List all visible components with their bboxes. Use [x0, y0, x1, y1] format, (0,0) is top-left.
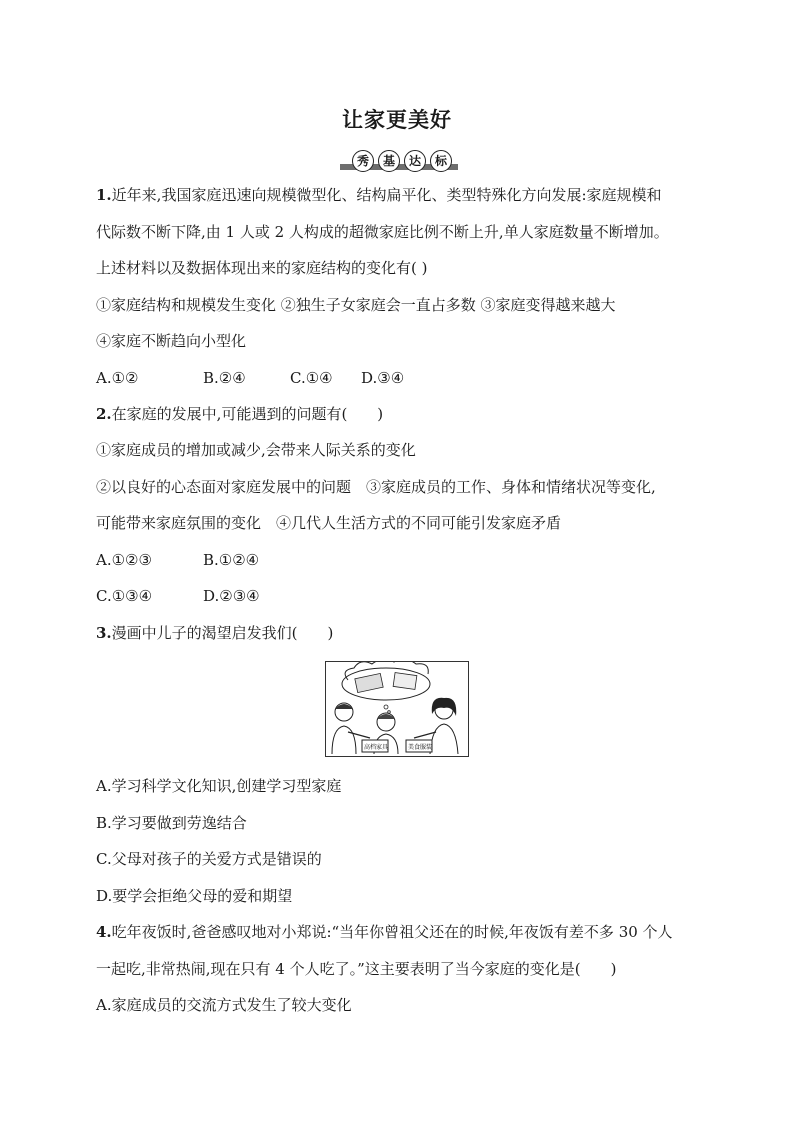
question-1-option-b[interactable]: B.②④: [203, 369, 246, 387]
question-number: 3.: [96, 624, 112, 642]
badge-char: 秀: [352, 150, 374, 172]
question-1-stem-line: [96, 186, 662, 204]
question-1-stem-line: 上述材料以及数据体现出来的家庭结构的变化有( ): [96, 259, 428, 277]
question-3-option-a[interactable]: A.学习科学文化知识,创建学习型家庭: [96, 777, 342, 795]
question-2-option-a[interactable]: A.①②③: [96, 551, 152, 569]
box-label: 美食: [408, 744, 421, 751]
badge-char: 基: [378, 150, 400, 172]
question-2-option-c[interactable]: C.①③④: [96, 587, 153, 605]
cartoon-image: [325, 661, 469, 757]
stem-text: 近年来,我国家庭迅速向规模微型化、结构扁平化、类型特殊化方向发展:家庭规模和: [111, 186, 662, 204]
question-1-option-c[interactable]: C.①④: [290, 369, 333, 387]
section-badge: [340, 150, 458, 172]
question-2-option-b[interactable]: B.①②④: [203, 551, 260, 569]
question-2-statement: ①家庭成员的增加或减少,会带来人际关系的变化: [96, 441, 416, 459]
page-title: 让家更美好: [342, 108, 452, 132]
question-3-option-d[interactable]: D.要学会拒绝父母的爱和期望: [96, 887, 293, 905]
question-number: 4.: [96, 923, 112, 941]
question-3-option-c[interactable]: C.父母对孩子的关爱方式是错误的: [96, 850, 322, 868]
question-3-stem-line: [96, 624, 333, 642]
question-2-statement: ②以良好的心态面对家庭发展中的问题 ③家庭成员的工作、身体和情绪状况等变化,: [96, 478, 656, 496]
question-number: 1.: [96, 186, 112, 204]
box-label: 服装: [420, 744, 433, 751]
question-1-statement: ④家庭不断趋向小型化: [96, 332, 247, 350]
badge-char: 达: [404, 150, 426, 172]
question-4-option-a[interactable]: A.家庭成员的交流方式发生了较大变化: [96, 996, 352, 1014]
question-2-stem-line: [96, 405, 383, 423]
stem-text: 漫画中儿子的渴望启发我们( ): [111, 624, 334, 642]
question-1-option-d[interactable]: D.③④: [361, 369, 405, 387]
box-label: 家具: [376, 744, 389, 751]
question-3-option-b[interactable]: B.学习要做到劳逸结合: [96, 814, 247, 832]
question-2-option-d[interactable]: D.②③④: [203, 587, 260, 605]
question-1-option-a[interactable]: A.①②: [96, 369, 139, 387]
stem-text: 吃年夜饭时,爸爸感叹地对小郑说:“当年你曾祖父还在的时候,年夜饭有差不多 30 个人: [111, 923, 673, 941]
question-4-stem-line: 一起吃,非常热闹,现在只有 4 个人吃了。”这主要表明了当今家庭的变化是( ): [96, 960, 617, 978]
box-label: 高档: [364, 744, 377, 751]
question-number: 2.: [96, 405, 112, 423]
stem-text: 在家庭的发展中,可能遇到的问题有( ): [111, 405, 384, 423]
question-2-statement: 可能带来家庭氛围的变化 ④几代人生活方式的不同可能引发家庭矛盾: [96, 514, 562, 532]
question-1-stem-line: 代际数不断下降,由 1 人或 2 人构成的超微家庭比例不断上升,单人家庭数量不断增加。: [96, 223, 669, 241]
cartoon-drawing: [326, 662, 467, 755]
question-1-statement: ①家庭结构和规模发生变化 ②独生子女家庭会一直占多数 ③家庭变得越来越大: [96, 296, 616, 314]
badge-char: 标: [430, 150, 452, 172]
question-4-stem-line: [96, 923, 673, 941]
